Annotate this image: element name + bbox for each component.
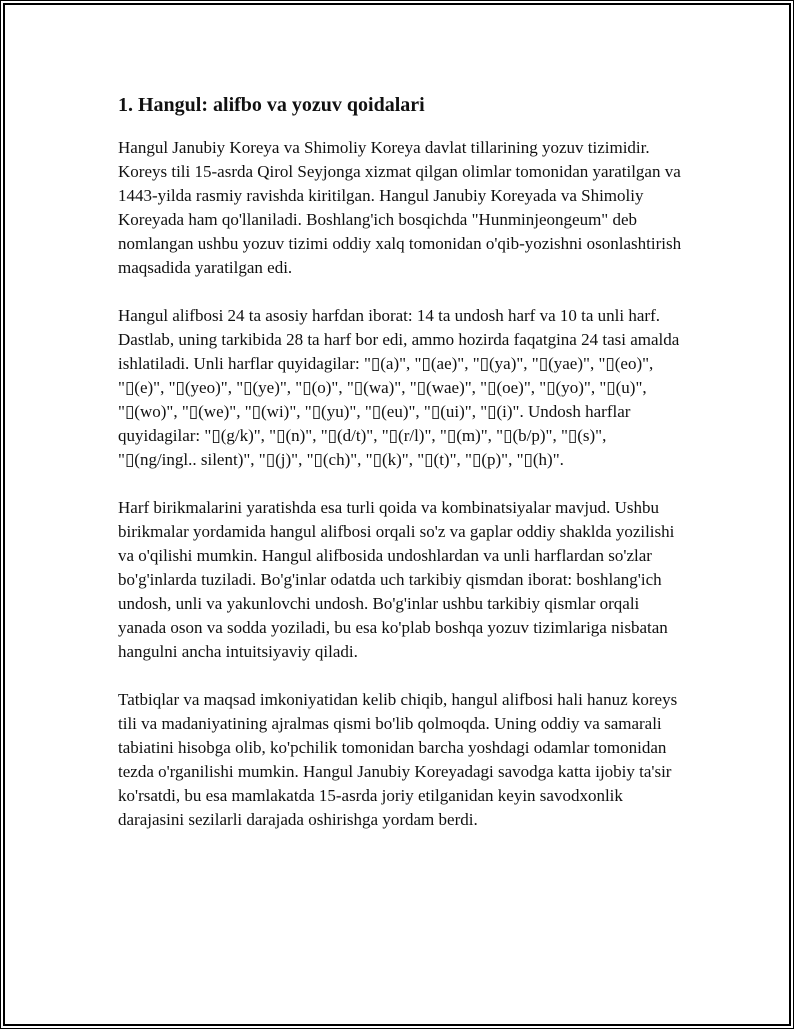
document-body — [118, 88, 688, 856]
paragraph-alphabet: Hangul alifbosi 24 ta asosiy harfdan iborat: 14 ta undosh harf va 10 ta unli harf. Dastlab, uning tarkibida 28 ta harf bor edi, ammo hozirda faqatgina 24 tasi amalda ishlatiladi. Unli harflar quyidagilar: "▯(a)", "▯(ae)", "▯(ya)", "▯(yae)", "▯(eo)", "▯(e)", "▯(yeo)", "▯(ye)", "▯(o)", "▯(wa)", "▯(wae)", "▯(oe)", "▯(yo)", "▯(u)", "▯(wo)", "▯(we)", "▯(wi)", "▯(yu)", "▯(eu)", "▯(ui)", "▯(i)". Undosh harflar quyidagilar: "▯(g/k)", "▯(n)", "▯(d/t)", "▯(r/l)", "▯(m)", "▯(b/p)", "▯(s)", "▯(ng/ingl.. silent)", "▯(j)", "▯(ch)", "▯(k)", "▯(t)", "▯(p)", "▯(h)". — [118, 306, 680, 469]
paragraph-combinations: Harf birikmalarini yaratishda esa turli qoida va kombinatsiyalar mavjud. Ushbu birikmalar yordamida hangul alifbosi orqali so'z va gaplar oddiy shaklda yozilishi va o'qilishi mumkin. Hangul alifbosida undoshlardan va unli harflardan so'zlar bo'g'inlarda tuziladi. Bo'g'inlar odatda uch tarkibiy qismdan iborat: boshlang'ich undosh, unli va yakunlovchi undosh. Bo'g'inlar ushbu tarkibiy qismlar orqali yanada oson va sodda yoziladi, bu esa ko'plab boshqa yozuv tizimlariga nisbatan hangulni ancha intuitsiyaviy qiladi. — [118, 498, 675, 661]
paragraph-significance: Tatbiqlar va maqsad imkoniyatidan kelib chiqib, hangul alifbosi hali hanuz koreys tili va madaniyatining ajralmas qismi bo'lib qolmoqda. Uning oddiy va samarali tabiatini hisobga olib, ko'pchilik tomonidan barcha yoshdagi odamlar tomonidan tezda o'rganilishi mumkin. Hangul Janubiy Koreyadagi savodga katta ijobiy ta'sir ko'rsatdi, bu esa mamlakatda 15-asrda joriy etilganidan keyin savodxonlik darajasini sezilarli darajada oshirishga yordam berdi. — [118, 690, 678, 829]
section-title: 1. Hangul: alifbo va yozuv qoidalari — [118, 94, 425, 116]
paragraph-intro: Hangul Janubiy Koreya va Shimoliy Koreya davlat tillarining yozuv tizimidir. Koreys tili 15-asrda Qirol Seyjonga xizmat qilgan olimlar tomonidan yaratilgan va 1443-yilda rasmiy ravishda kiritilgan. Hangul Janubiy Koreyada va Shimoliy Koreyada ham qo'llaniladi. Boshlang'ich bosqichda "Hunminjeongeum" deb nomlangan ushbu yozuv tizimi oddiy xalq tomonidan o'qib-yozishni osonlashtirish maqsadida yaratilgan edi. — [118, 138, 682, 277]
